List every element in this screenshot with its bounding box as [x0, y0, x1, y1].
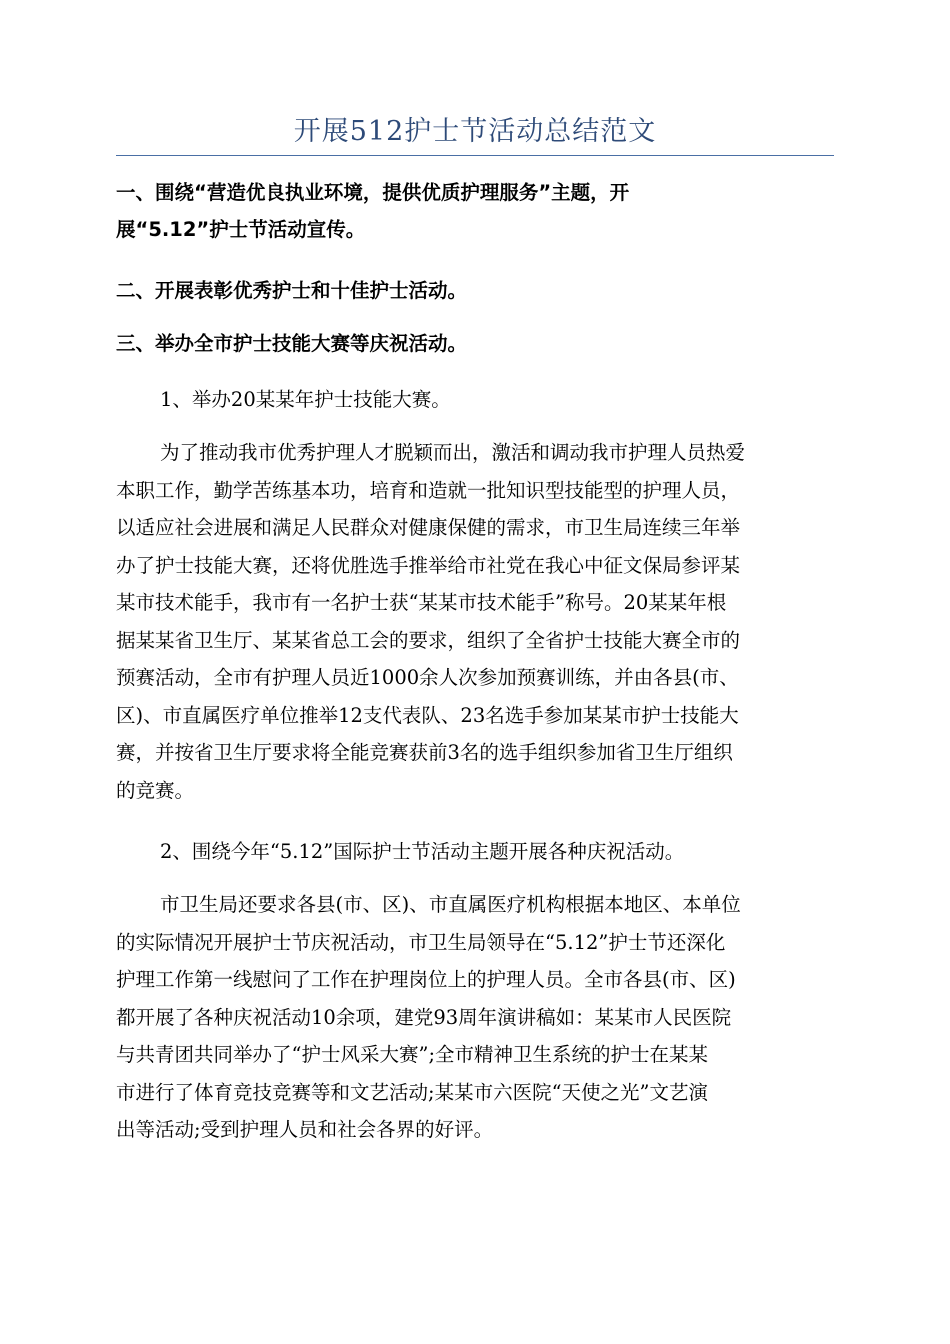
heading-1: [116, 174, 834, 248]
paragraph-2-line-9: 赛，并按省卫生厅要求将全能竞赛获前3名的选手组织参加省卫生厅组织: [116, 741, 733, 764]
paragraph-3: [116, 833, 834, 871]
heading-1-line-2: 展“5.12”护士节活动宣传。: [116, 218, 366, 241]
paragraph-4: [116, 886, 834, 1149]
paragraph-1-line-1: 1、举办20某某年护士技能大赛。: [160, 388, 451, 411]
heading-2: [116, 272, 834, 309]
paragraph-2-line-3: 以适应社会进展和满足人民群众对健康保健的需求，市卫生局连续三年举: [116, 516, 741, 539]
title-underline: [116, 155, 834, 156]
paragraph-4-line-5: 与共青团共同举办了“护士风采大赛”;全市精神卫生系统的护士在某某: [116, 1043, 709, 1066]
paragraph-2-line-4: 办了护士技能大赛，还将优胜选手推举给市社党在我心中征文保局参评某: [116, 553, 741, 577]
paragraph-3-line-1: 2、围绕今年“5.12”国际护士节活动主题开展各种庆祝活动。: [160, 840, 685, 863]
paragraph-4-line-3: 护理工作第一线慰问了工作在护理岗位上的护理人员。全市各县(市、区): [116, 968, 736, 991]
paragraph-4-line-4: 都开展了各种庆祝活动10余项，建党93周年演讲稿如：某某市人民医院: [116, 1005, 732, 1029]
paragraph-2-line-2: 本职工作，勤学苦练基本功，培育和造就一批知识型技能型的护理人员，: [116, 478, 741, 502]
heading-3: [116, 325, 834, 362]
heading-1-line-1: 一、围绕“营造优良执业环境，提供优质护理服务”主题，开: [116, 181, 630, 204]
heading-3-line-1: 三、举办全市护士技能大赛等庆祝活动。: [116, 332, 468, 355]
paragraph-2-line-10: 的竞赛。: [116, 778, 195, 802]
paragraph-2-line-5: 某市技术能手，我市有一名护士获“某某市技术能手”称号。20某某年根: [116, 591, 727, 614]
paragraph-2-line-6: 据某某省卫生厅、某某省总工会的要求，组织了全省护士技能大赛全市的: [116, 628, 741, 652]
paragraph-4-line-2: 的实际情况开展护士节庆祝活动，市卫生局领导在“5.12”护士节还深化: [116, 930, 726, 954]
paragraph-2-line-8: 区)、市直属医疗单位推举12支代表队、23名选手参加某某市护士技能大: [116, 703, 739, 727]
heading-2-line-1: 二、开展表彰优秀护士和十佳护士活动。: [116, 279, 468, 302]
paragraph-2: [116, 434, 834, 809]
paragraph-4-line-6: 市进行了体育竞技竞赛等和文艺活动;某某市六医院“天使之光”文艺演: [116, 1080, 709, 1104]
paragraph-4-line-7: 出等活动;受到护理人员和社会各界的好评。: [116, 1118, 494, 1141]
paragraph-1: [116, 381, 834, 419]
paragraph-2-line-7: 预赛活动，全市有护理人员近1000余人次参加预赛训练，并由各县(市、: [116, 666, 739, 689]
paragraph-2-line-1: 为了推动我市优秀护理人才脱颖而出，激活和调动我市护理人员热爱: [160, 441, 746, 464]
document-title: 开展512护士节活动总结范文: [293, 116, 657, 147]
paragraph-4-line-1: 市卫生局还要求各县(市、区)、市直属医疗机构根据本地区、本单位: [160, 893, 741, 916]
